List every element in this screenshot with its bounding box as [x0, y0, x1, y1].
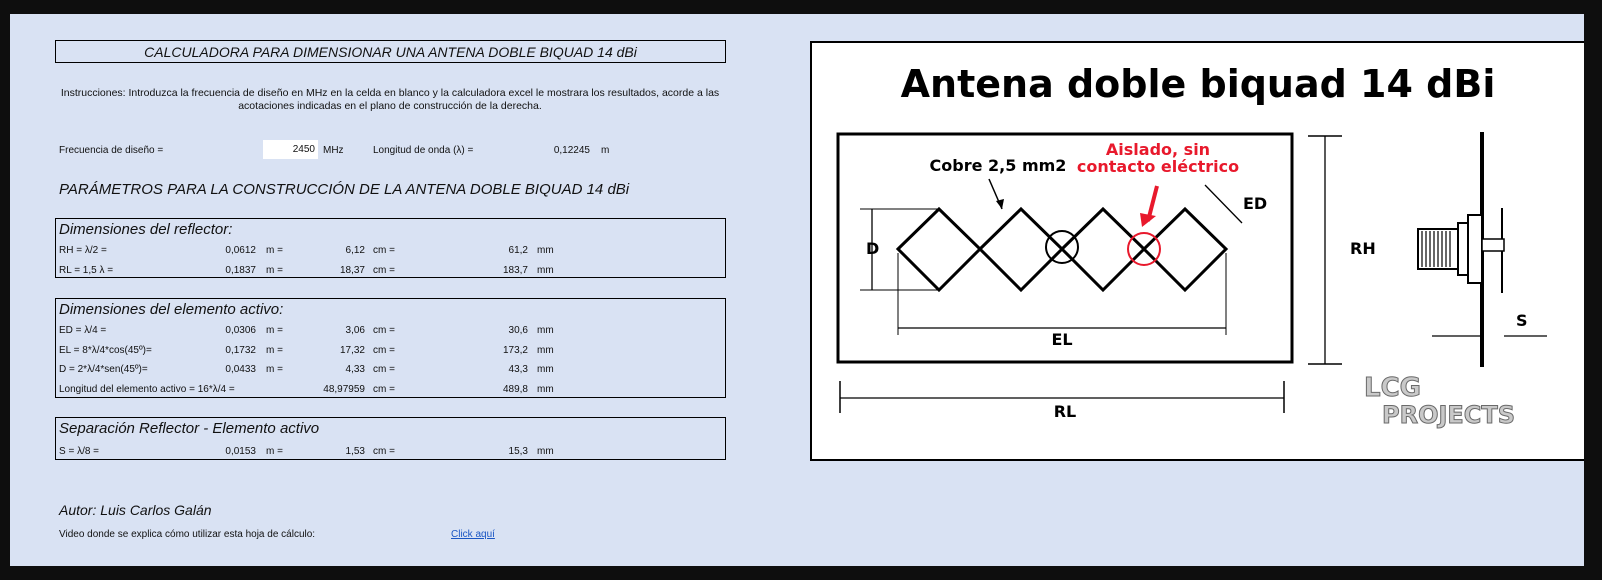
d-label: D	[866, 239, 880, 258]
active-value-m: 0,0306	[225, 325, 256, 336]
active-value-m: 0,1732	[225, 344, 256, 356]
active-row-label: D = 2*λ/4*sen(45º)=	[59, 364, 148, 376]
isolated-label-line2: contacto eléctrico	[1076, 157, 1240, 176]
el-label: EL	[1051, 330, 1073, 349]
active-value-mm: 43,3	[508, 364, 528, 376]
ed-label: ED	[1243, 194, 1268, 213]
author-name: Autor: Luis Carlos Galán	[59, 502, 212, 518]
active-unit-m: m =	[266, 344, 283, 356]
active-value-cm: 3,06	[345, 325, 365, 336]
wavelength-unit: m	[601, 145, 610, 156]
active-unit-cm: cm =	[373, 325, 395, 336]
antenna-diagram-image	[810, 41, 1584, 461]
active-unit-cm: cm =	[373, 364, 395, 376]
copper-pointer-head	[996, 199, 1004, 209]
figure-title: Antena doble biquad 14 dBi	[900, 62, 1496, 106]
logo-line1: LCG	[1364, 373, 1421, 403]
active-row-label: ED = λ/4 =	[59, 325, 107, 336]
separation-unit-mm: mm	[537, 446, 554, 457]
reflector-row-label: RH = λ/2 =	[59, 245, 107, 256]
frequency-unit: MHz	[323, 145, 344, 156]
isolated-arrow-head	[1140, 213, 1156, 227]
separation-row-label: S = λ/8 =	[59, 446, 100, 457]
active-row-label: Longitud del elemento activo = 16*λ/4 =	[59, 384, 235, 396]
active-value-m: 0,0433	[225, 364, 256, 376]
separation-value-cm: 1,53	[345, 446, 365, 457]
reflector-unit-cm: cm =	[373, 264, 395, 276]
reflector-title: Dimensiones del reflector:	[59, 221, 233, 238]
reflector-unit-mm: mm	[537, 245, 554, 256]
wavelength-value: 0,12245	[553, 145, 590, 156]
reflector-value-m: 0,1837	[225, 264, 256, 276]
calculator-title: CALCULADORA PARA DIMENSIONAR UNA ANTENA DOBLE BIQUAD 14 dBi	[55, 40, 726, 63]
active-value-cm: 48,97959	[323, 384, 365, 396]
biquad-element	[898, 209, 1226, 290]
spreadsheet-area	[10, 14, 1584, 566]
reflector-value-mm: 61,2	[508, 245, 528, 256]
active-row-label: EL = 8*λ/4*cos(45º)=	[59, 344, 152, 356]
active-unit-cm: cm =	[373, 384, 395, 396]
reflector-value-m: 0,0612	[225, 245, 256, 256]
wavelength-label: Longitud de onda (λ) =	[373, 145, 474, 156]
s-label: S	[1516, 311, 1528, 330]
instructions-text: Instrucciones: Introduzca la frecuencia de diseño en MHz en la celda en blanco y la calculadora excel le mostrara los resultados, acorde a las acotaciones indicadas en el plano de construcción de la derecha.	[60, 87, 720, 112]
active-value-mm: 173,2	[502, 344, 528, 356]
logo-line2: PROJECTS	[1382, 401, 1516, 429]
active-unit-mm: mm	[537, 344, 554, 356]
separation-value-m: 0,0153	[225, 446, 256, 457]
active-unit-mm: mm	[537, 325, 554, 336]
side-view	[1418, 132, 1504, 367]
active-value-cm: 4,33	[345, 364, 365, 376]
reflector-unit-m: m =	[266, 245, 283, 256]
reflector-value-mm: 183,7	[502, 264, 528, 276]
active-unit-mm: mm	[537, 384, 554, 396]
reflector-unit-cm: cm =	[373, 245, 395, 256]
separation-value-mm: 15,3	[508, 446, 528, 457]
separation-title: Separación Reflector - Elemento activo	[59, 420, 320, 437]
video-label: Video donde se explica cómo utilizar esta hoja de cálculo:	[59, 529, 316, 540]
active-unit-m: m =	[266, 325, 283, 336]
active-unit-cm: cm =	[373, 344, 395, 356]
reflector-unit-mm: mm	[537, 264, 554, 276]
parameters-heading: PARÁMETROS PARA LA CONSTRUCCIÓN DE LA ANTENA DOBLE BIQUAD 14 dBi	[59, 181, 630, 198]
copper-label: Cobre 2,5 mm2	[929, 156, 1067, 175]
video-link[interactable]: Click aquí	[451, 529, 495, 540]
reflector-value-cm: 6,12	[345, 245, 365, 256]
separation-unit-m: m =	[266, 446, 283, 457]
separation-unit-cm: cm =	[373, 446, 395, 457]
frequency-label: Frecuencia de diseño =	[59, 145, 164, 156]
active-value-cm: 17,32	[339, 344, 365, 356]
active-unit-mm: mm	[537, 364, 554, 376]
rl-label: RL	[1053, 402, 1077, 421]
reflector-row-label: RL = 1,5 λ =	[59, 264, 114, 276]
ed-dimension-line	[1205, 185, 1242, 223]
frequency-input-cell[interactable]: 2450	[263, 140, 318, 159]
reflector-unit-m: m =	[266, 264, 283, 276]
active-value-mm: 489,8	[502, 384, 528, 396]
active-unit-m: m =	[266, 364, 283, 376]
active-element-title: Dimensiones del elemento activo:	[59, 301, 284, 318]
rh-label: RH	[1350, 239, 1376, 258]
reflector-value-cm: 18,37	[339, 264, 365, 276]
isolated-label-line1: Aislado, sin	[1105, 140, 1211, 159]
active-value-mm: 30,6	[508, 325, 528, 336]
